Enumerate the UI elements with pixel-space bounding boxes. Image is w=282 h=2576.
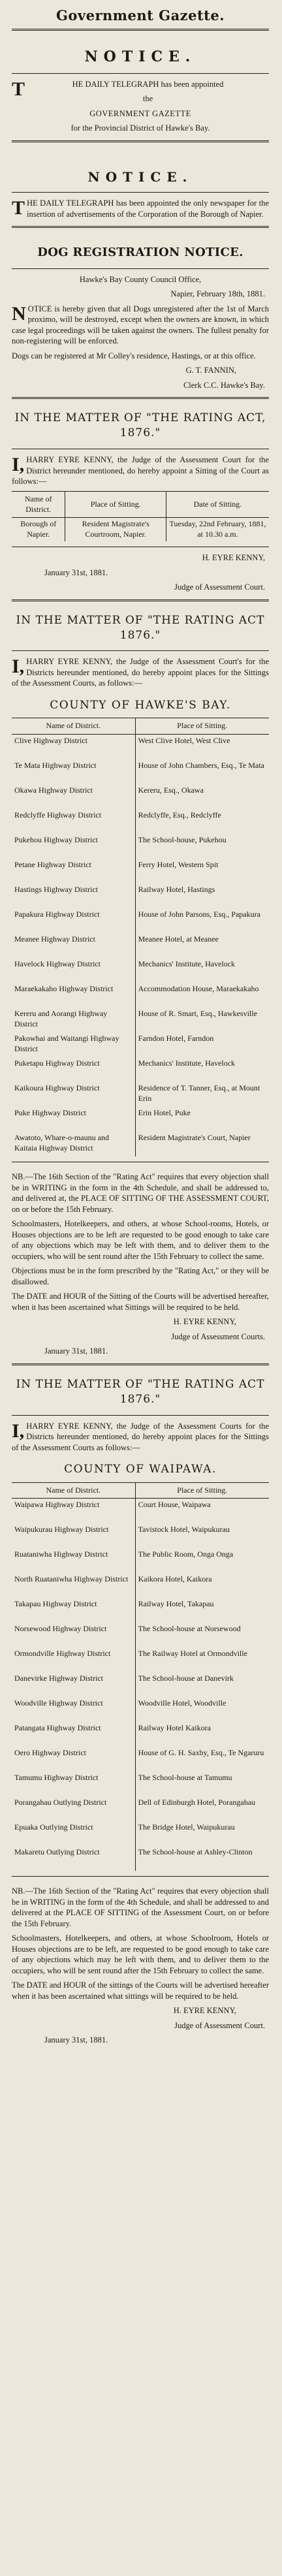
district-cell: Ormondville Highway District xyxy=(14,1649,111,1659)
divider xyxy=(12,1415,269,1416)
place-cell: House of R. Smart, Esq., Hawkesville xyxy=(135,1008,269,1032)
place-cell: Mechanics' Institute, Havelock xyxy=(135,1057,269,1082)
county-heading: COUNTY OF HAWKE'S BAY. xyxy=(50,698,231,712)
county-heading: COUNTY OF WAIPAWA. xyxy=(64,1463,217,1476)
table-row xyxy=(12,1548,269,1573)
divider xyxy=(12,226,269,228)
district-cell: Clive Highway District xyxy=(14,736,87,746)
rating-signature-title: Judge of Assessment Court. xyxy=(174,582,265,592)
divider xyxy=(12,140,269,142)
table-row xyxy=(12,1623,269,1647)
rating-date: January 31st, 1881. xyxy=(44,1346,108,1356)
rating-body: I,HARRY EYRE KENNY, the Judge of the Assessment Court's for the Districts hereunder mentioned, do hereby appoint places for the Sittings of the Assessment Courts, as follows:— xyxy=(12,656,269,688)
rating-signature: H. EYRE KENNY, xyxy=(173,1317,236,1327)
divider xyxy=(12,192,269,193)
table-row xyxy=(12,1032,269,1057)
rating-heading: IN THE MATTER OF "THE RATING ACT, 1876." xyxy=(14,411,266,440)
dog-date: Napier, February 18th, 1881. xyxy=(170,289,265,299)
district-cell: Waipukurau Highway District xyxy=(14,1525,109,1534)
col-header: Name of District. xyxy=(12,718,135,735)
notice-title: NOTICE. xyxy=(84,48,196,65)
place-cell: Kaikora Hotel, Kaikora xyxy=(135,1573,269,1598)
col-header: Name of District. xyxy=(12,491,65,518)
notice-title: NOTICE. xyxy=(87,168,193,185)
table-row xyxy=(12,1057,269,1082)
place-cell: Railway Hotel, Hastings xyxy=(135,883,269,908)
date-cell: Tuesday, 22nd February, 1881, at 10.30 a.m. xyxy=(166,518,269,541)
place-cell: Railway Hotel, Takapau xyxy=(135,1598,269,1623)
district-table xyxy=(12,1482,269,1871)
table-row xyxy=(12,759,269,784)
nb-paragraph: NB.—The 16th Section of the "Rating Act" requires that every objection shall be in WRITING in the form of the 4th Schedule, and shall be addressed to and delivered at the PLACE OF SITTING of the Assessment Court, on or before the 15th February. xyxy=(12,1886,269,1928)
district-cell: Porangahau Outlying District xyxy=(14,1798,107,1807)
place-cell: The School-house at Norsewood xyxy=(135,1623,269,1647)
district-cell: Pukehou Highway District xyxy=(14,835,98,845)
place-cell: Erin Hotel, Puke xyxy=(135,1107,269,1132)
table-row xyxy=(12,1722,269,1747)
table-row xyxy=(12,1132,269,1156)
table-row xyxy=(12,834,269,859)
place-cell: House of John Parsons, Esq., Papakura xyxy=(135,908,269,933)
notice-telegraph-gazette xyxy=(12,48,269,134)
place-cell: The Bridge Hotel, Waipukurau xyxy=(135,1821,269,1846)
district-cell: Maraekakaho Highway District xyxy=(14,984,114,994)
rating-signature: H. EYRE KENNY, xyxy=(173,2006,236,2016)
district-table xyxy=(12,718,269,1156)
table-row xyxy=(12,518,269,541)
place-cell: Railway Hotel Kaikora xyxy=(135,1722,269,1747)
table-row xyxy=(12,1697,269,1722)
notice-line: the xyxy=(142,94,153,104)
table-row xyxy=(12,883,269,908)
nb-paragraph: NB.—The 16th Section of the "Rating Act" requires that every objection shall be in WRITING in the form in the 4th Schedule, and shall be addressed to, and delivered at, the PLACE OF SITTING OF THE ASSESSMENT COURT, on or before the 15th February. xyxy=(12,1172,269,1214)
place-cell: Resident Magistrate's Court, Napier xyxy=(135,1132,269,1156)
col-header: Place of Sitting. xyxy=(65,491,166,518)
place-cell: Ferry Hotel, Western Spit xyxy=(135,859,269,883)
place-cell: Accommodation House, Maraekakaho xyxy=(135,983,269,1008)
rating-act-waipawa xyxy=(12,1377,269,2046)
place-cell: West Clive Hotel, West Clive xyxy=(135,735,269,760)
dog-signature: G. T. FANNIN, xyxy=(185,366,236,375)
district-cell: Puketapu Highway District xyxy=(14,1058,100,1068)
district-cell: Kereru and Aorangi Highway District xyxy=(14,1009,108,1029)
place-cell: Woodville Hotel, Woodville xyxy=(135,1697,269,1722)
district-cell: Puke Highway District xyxy=(14,1108,86,1118)
place-cell: Meanee Hotel, at Meanee xyxy=(135,933,269,958)
district-cell: Oero Highway District xyxy=(14,1748,86,1758)
table-row xyxy=(12,1647,269,1672)
table-row xyxy=(12,1008,269,1032)
divider xyxy=(12,73,269,74)
nb-paragraph: Objections must be in the form prescribed by the "Rating Act," or they will be disallowed. xyxy=(12,1266,269,1286)
table-row xyxy=(12,933,269,958)
table-row xyxy=(12,1846,269,1871)
district-cell: Papakura Highway District xyxy=(14,910,100,919)
col-header: Place of Sitting. xyxy=(135,718,269,735)
table-row xyxy=(12,1672,269,1697)
notice-borough-napier xyxy=(12,168,269,219)
rating-signature-title: Judge of Assessment Court. xyxy=(174,2020,265,2030)
district-cell: Petane Highway District xyxy=(14,860,91,870)
dog-registration-notice xyxy=(12,245,269,390)
dog-heading: DOG REGISTRATION NOTICE. xyxy=(37,246,243,260)
table-row xyxy=(12,908,269,933)
district-cell: Tamumu Highway District xyxy=(14,1773,99,1783)
table-row xyxy=(12,809,269,834)
nb-paragraph: The DATE and HOUR of the Sitting of the Courts will be advertised hereafter, when it has been ascertained what Sittings will be required to be held. xyxy=(12,1292,269,1312)
district-cell: Norsewood Highway District xyxy=(14,1624,107,1634)
place-cell: Kereru, Esq., Okawa xyxy=(135,784,269,809)
table-row xyxy=(12,1747,269,1772)
district-cell: Makaretu Outlying District xyxy=(14,1847,100,1857)
district-cell: North Ruataniwha Highway District xyxy=(14,1574,129,1584)
rating-date: January 31st, 1881. xyxy=(44,2035,108,2045)
col-header: Name of District. xyxy=(12,1482,135,1499)
district-cell: Epuaka Outlying District xyxy=(14,1822,93,1832)
place-cell: The School-house at Ashley-Clinton xyxy=(135,1846,269,1871)
divider xyxy=(12,1363,269,1365)
district-cell: Patangata Highway District xyxy=(14,1723,101,1733)
rating-heading: IN THE MATTER OF "THE RATING ACT 1876." xyxy=(16,613,265,642)
divider xyxy=(12,268,269,269)
nb-paragraph: Schoolmasters, Hotelkeepers, and others, at whose School-rooms, Hotels, or Houses objections are to be left are requested to be good enough to take care of any objections which may be left with them, and to deliver them to the occupiers, who will be sent round after the 15th February to collect the same. xyxy=(12,1219,269,1261)
table-row xyxy=(12,983,269,1008)
district-cell: Awatoto, Whare-o-maunu and Kaitaia Highway District xyxy=(14,1133,109,1153)
dog-body-2: Dogs can be registered at Mr Colley's residence, Hastings, or at this office. xyxy=(12,351,256,360)
dog-body: NOTICE is hereby given that all Dogs unregistered after the 1st of March proximo, will be destroyed, except when the owners are known, in which case legal proceedings will be taken against the owners. The fullest penalty for non-registering will be enforced. xyxy=(12,302,269,346)
district-cell: Pakowhai and Waitangi Highway District xyxy=(14,1034,119,1054)
divider xyxy=(12,1876,269,1877)
district-cell: Woodville Highway District xyxy=(14,1698,103,1708)
table-row xyxy=(12,1772,269,1796)
place-cell: Court House, Waipawa xyxy=(135,1499,269,1524)
table-row xyxy=(12,1107,269,1132)
rating-signature-title: Judge of Assessment Courts. xyxy=(171,1331,265,1341)
district-cell: Redclyffe Highway District xyxy=(14,810,102,820)
rating-act-hawkes-bay xyxy=(12,613,269,1357)
district-cell: Waipawa Highway District xyxy=(14,1500,100,1510)
divider xyxy=(12,599,269,601)
table-row xyxy=(12,1082,269,1107)
table-row xyxy=(12,859,269,883)
place-cell: The School-house at Danevirk xyxy=(135,1672,269,1697)
table-row xyxy=(12,1573,269,1598)
district-cell: Hastings Highway District xyxy=(14,885,98,895)
place-cell: The School-house at Tamumu xyxy=(135,1772,269,1796)
place-cell: Mechanics' Institute, Havelock xyxy=(135,958,269,983)
table-row xyxy=(12,1523,269,1548)
district-cell: Takapau Highway District xyxy=(14,1599,97,1609)
district-cell: Havelock Highway District xyxy=(14,959,101,969)
place-cell: House of John Chambers, Esq., Te Mata xyxy=(135,759,269,784)
nb-paragraph: The DATE and HOUR of the sittings of the Courts will be advertised hereafter when it has been ascertained what sittings will be required to be held. xyxy=(12,1980,269,2001)
rating-heading: IN THE MATTER OF "THE RATING ACT 1876." xyxy=(16,1377,265,1406)
place-cell: The Public Room, Onga Onga xyxy=(135,1548,269,1573)
notice-line: for the Provincial District of Hawke's Bay. xyxy=(70,123,210,133)
table-row xyxy=(12,1796,269,1821)
divider xyxy=(12,397,269,399)
col-header: Date of Sitting. xyxy=(166,491,269,518)
notice-line: THE DAILY TELEGRAPH has been appointed xyxy=(12,78,224,100)
place-cell: Tavistock Hotel, Waipukurau xyxy=(135,1523,269,1548)
district-cell: Meanee Highway District xyxy=(14,934,95,944)
place-cell: Dell of Edinburgh Hotel, Porangahau xyxy=(135,1796,269,1821)
divider xyxy=(12,650,269,651)
place-cell: The Railway Hotel at Ormondville xyxy=(135,1647,269,1672)
rating-signature: H. EYRE KENNY, xyxy=(202,553,265,563)
district-cell: Borough of Napier. xyxy=(20,519,57,539)
place-cell: Redclyffe, Esq., Redclyffe xyxy=(135,809,269,834)
district-cell: Danevirke Highway District xyxy=(14,1674,103,1683)
place-cell: Residence of T. Tanner, Esq., at Mount Erin xyxy=(135,1082,269,1107)
nb-paragraph: Schoolmasters, Hotelkeepers, and others, at whose Schoolroom, Hotels or Houses objections are to be left, are requested to be good enough to take care of any objections which may be left with them, and to deliver them to the occupiers, who will be sent round after the 15th February to collect the same. xyxy=(12,1933,269,1975)
district-cell: Kaikoura Highway District xyxy=(14,1083,100,1093)
table-row xyxy=(12,1499,269,1524)
table-row xyxy=(12,784,269,809)
table-row xyxy=(12,958,269,983)
rating-body: I,HARRY EYRE KENNY, the Judge of the Assessment Courts for the Districts hereunder mentioned, do hereby appoint places for the Sittings of the Assessment Courts as follows:— xyxy=(12,1420,269,1452)
notice-body: THE DAILY TELEGRAPH has been appointed the only newspaper for the insertion of advertisements of the Corporation of the Borough of Napier. xyxy=(12,197,269,219)
table-row xyxy=(12,1821,269,1846)
notice-line: GOVERNMENT GAZETTE xyxy=(89,108,191,118)
table-row xyxy=(12,1598,269,1623)
place-cell: The School-house, Pukehou xyxy=(135,834,269,859)
table-row xyxy=(12,735,269,760)
rating-act-napier xyxy=(12,411,269,592)
district-cell: Okawa Highway District xyxy=(14,786,93,795)
masthead: Government Gazette. xyxy=(12,0,269,31)
place-cell: Farndon Hotel, Farndon xyxy=(135,1032,269,1057)
place-cell: Resident Magistrate's Courtroom, Napier. xyxy=(65,518,166,541)
place-cell: House of G. H. Saxby, Esq., Te Ngaruru xyxy=(135,1747,269,1772)
rating-body: I,HARRY EYRE KENNY, the Judge of the Assessment Court for the District hereunder mentioned, do hereby appoint a Sitting of the Court as follows:— xyxy=(12,454,269,486)
rating-date: January 31st, 1881. xyxy=(44,567,108,577)
district-cell: Ruataniwha Highway District xyxy=(14,1550,108,1559)
dog-signature-title: Clerk C.C. Hawke's Bay. xyxy=(183,380,265,390)
district-cell: Te Mata Highway District xyxy=(14,761,97,771)
sitting-table xyxy=(12,491,269,541)
col-header: Place of Sitting. xyxy=(135,1482,269,1499)
dog-place: Hawke's Bay County Council Office, xyxy=(79,274,202,284)
